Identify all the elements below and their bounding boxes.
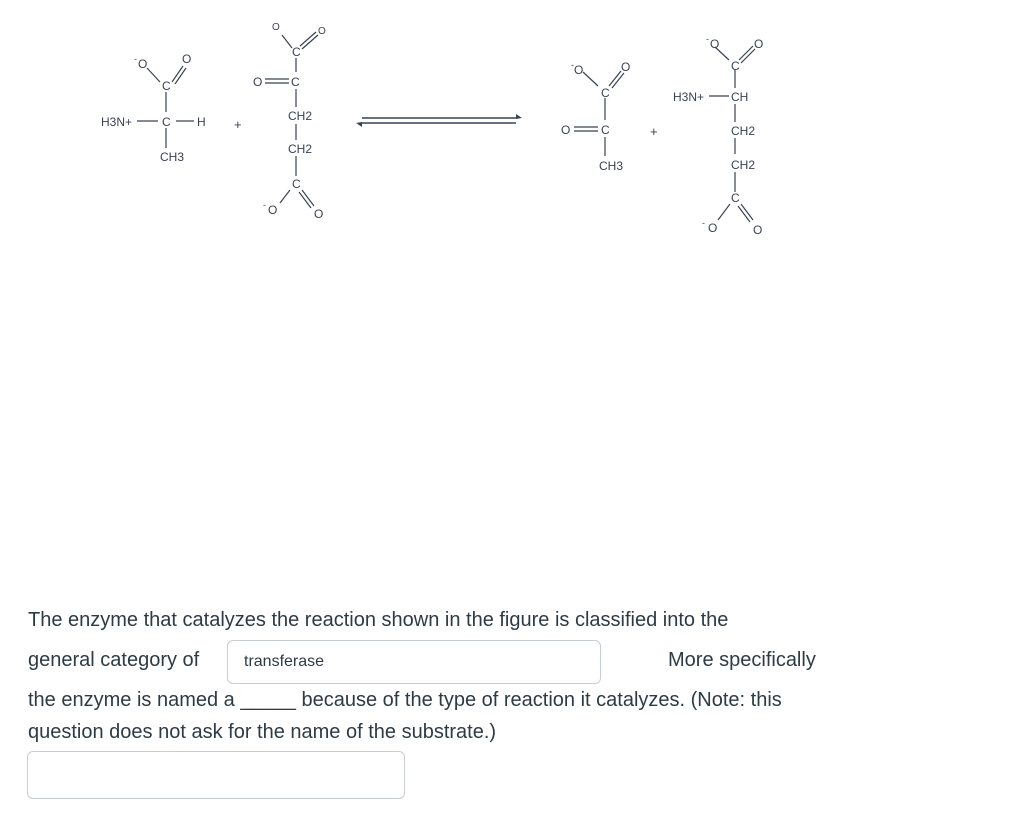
akg-keto-c: C	[291, 75, 300, 89]
pyruvate-o: O	[621, 60, 631, 74]
pyruvate-o-minus: O	[574, 63, 584, 77]
pyruvate-keto-o: O	[561, 123, 571, 137]
alanine-o-minus: O	[138, 57, 148, 71]
pyruvate-keto-c: C	[601, 123, 610, 137]
glutamate-top-o: O	[754, 37, 764, 51]
alpha-ketoglutarate-structure	[253, 22, 326, 221]
akg-top-o: O	[318, 26, 326, 37]
pyruvate-carboxyl-c: C	[601, 86, 610, 100]
minus-charge: -	[263, 200, 266, 210]
alanine-alpha-h: H	[197, 115, 206, 129]
akg-top-c: C	[292, 45, 301, 59]
glutamate-ch2-1: CH2	[731, 124, 756, 138]
glutamate-ch2-2: CH2	[731, 158, 756, 172]
akg-ch2-1: CH2	[288, 109, 313, 123]
glutamate-top-c: C	[731, 59, 740, 73]
alanine-amino: H3N+	[101, 115, 133, 129]
akg-keto-o: O	[253, 75, 263, 89]
alanine-o: O	[182, 52, 192, 66]
pyruvate-structure	[561, 60, 630, 173]
glutamate-bottom-o: O	[753, 223, 763, 237]
akg-ch2-2: CH2	[288, 142, 313, 156]
minus-charge: -	[702, 218, 705, 228]
glutamate-structure	[673, 34, 763, 237]
plus-sign: +	[650, 124, 658, 139]
enzyme-name-answer-field[interactable]	[27, 751, 405, 799]
minus-charge: -	[134, 54, 137, 64]
akg-bottom-o: O	[314, 207, 324, 221]
glutamate-amino: H3N+	[673, 90, 705, 104]
pyruvate-side-chain: CH3	[599, 159, 624, 173]
alanine-alpha-c: C	[162, 115, 171, 129]
plus-sign: +	[234, 117, 242, 132]
question-line-3: the enzyme is named a _____ because of the type of reaction it catalyzes. (Note: this	[28, 689, 782, 711]
reaction-figure	[0, 0, 1024, 250]
question-line-4: question does not ask for the name of the substrate.)	[28, 721, 497, 743]
glutamate-top-o-minus: O	[710, 37, 720, 51]
glutamate-bottom-o-minus: O	[708, 221, 718, 235]
alanine-side-chain: CH3	[160, 150, 185, 164]
reaction-diagram	[0, 0, 1024, 250]
category-answer-field[interactable]: transferase	[227, 640, 601, 684]
akg-bottom-c: C	[292, 177, 301, 191]
question-line-1: The enzyme that catalyzes the reaction shown in the figure is classified into the	[28, 609, 729, 631]
question-line-2-prefix: general category of	[28, 649, 200, 671]
akg-bottom-o-minus: O	[268, 203, 278, 217]
glutamate-alpha-ch: CH	[731, 90, 749, 104]
question-line-2-suffix: More specifically	[668, 649, 816, 671]
minus-charge: -	[571, 60, 574, 70]
glutamate-bottom-c: C	[731, 191, 740, 205]
akg-top-o-minus: O	[272, 22, 280, 33]
alanine-carboxyl-c: C	[162, 79, 171, 93]
alanine-structure	[101, 52, 206, 164]
minus-charge: -	[706, 34, 709, 44]
equilibrium-arrow	[356, 114, 522, 127]
